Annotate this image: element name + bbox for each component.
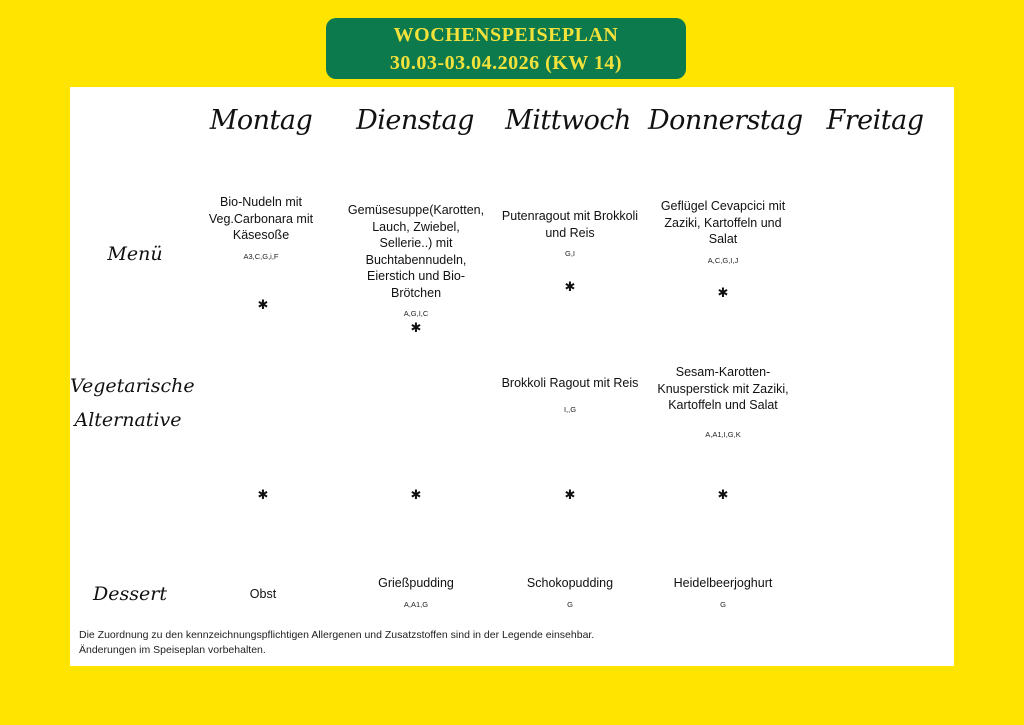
row-label-menu: Menü	[107, 243, 163, 265]
dish-text: Gemüsesuppe(Karotten, Lauch, Zwiebel, Sellerie..) mit Buchtabennudeln, Eierstich und Bio-Brötchen	[347, 203, 485, 300]
allergen-codes: A,A1,G	[403, 599, 429, 609]
menu-cell-thursday	[653, 198, 793, 266]
day-header-monday: Montag	[209, 105, 313, 136]
page-title: WOCHENSPEISEPLAN	[393, 24, 619, 46]
dish-text: Obst	[249, 587, 277, 601]
menu-cell-monday	[191, 194, 331, 262]
allergen-codes: G	[720, 599, 726, 609]
dish-text: Bio-Nudeln mit Veg.Carbonara mit Käsesoße	[208, 195, 314, 242]
vegetarian-cell-thursday	[650, 364, 796, 440]
row-label-vegetarian: Vegetarische Alternative	[70, 375, 195, 431]
dish-text: Brokkoli Ragout mit Reis	[501, 376, 639, 390]
day-header-wednesday: Mittwoch	[505, 105, 631, 136]
star-icon: ✱	[410, 487, 422, 502]
star-icon: ✱	[257, 297, 269, 312]
title-banner	[326, 18, 686, 79]
dish-text: Sesam-Karotten-Knusperstick mit Zaziki, Kartoffeln und Salat	[657, 365, 789, 412]
dessert-cell-wednesday	[500, 575, 640, 610]
allergen-codes: A,C,G,I,J	[707, 255, 739, 265]
star-icon: ✱	[717, 487, 729, 502]
row-label-dessert: Dessert	[93, 583, 167, 605]
day-header-friday: Freitag	[826, 105, 924, 136]
dessert-cell-monday	[193, 586, 333, 603]
allergen-codes: I,,G	[563, 404, 577, 414]
dish-text: Geflügel Cevapcici mit Zaziki, Kartoffeln und Salat	[660, 199, 786, 246]
allergen-codes: A,A1,I,G,K	[705, 429, 741, 439]
allergen-codes: G	[567, 599, 573, 609]
star-icon: ✱	[717, 285, 729, 300]
menu-cell-tuesday	[346, 202, 486, 319]
star-icon: ✱	[257, 487, 269, 502]
footer-notes	[79, 628, 939, 658]
allergen-codes: A,G,I,C	[403, 309, 429, 318]
day-header-thursday: Donnerstag	[648, 105, 803, 136]
changes-reserved-note: Änderungen im Speiseplan vorbehalten.	[79, 644, 266, 656]
menu-sheet	[70, 87, 954, 666]
allergen-legend-note: Die Zuordnung zu den kennzeichnungspflichtigen Allergenen und Zusatzstoffen sind in der Legende einsehbar.	[79, 629, 595, 641]
week-dates: 30.03-03.04.2026 (KW 14)	[389, 52, 623, 74]
day-header-tuesday: Dienstag	[356, 105, 474, 136]
star-icon: ✱	[564, 487, 576, 502]
dish-text: Heidelbeerjoghurt	[673, 576, 773, 590]
dish-text: Grießpudding	[378, 576, 454, 590]
dessert-cell-tuesday	[346, 575, 486, 610]
dessert-cell-thursday	[653, 575, 793, 610]
vegetarian-cell-wednesday	[500, 375, 640, 415]
allergen-codes: A3,C,G,i,F	[243, 251, 279, 261]
dish-text: Putenragout mit Brokkoli und Reis	[501, 209, 639, 240]
menu-cell-wednesday	[500, 208, 640, 259]
dish-text: Schokopudding	[526, 576, 614, 590]
star-icon: ✱	[564, 279, 576, 294]
star-icon: ✱	[410, 320, 422, 335]
allergen-codes: G,I	[564, 249, 575, 258]
